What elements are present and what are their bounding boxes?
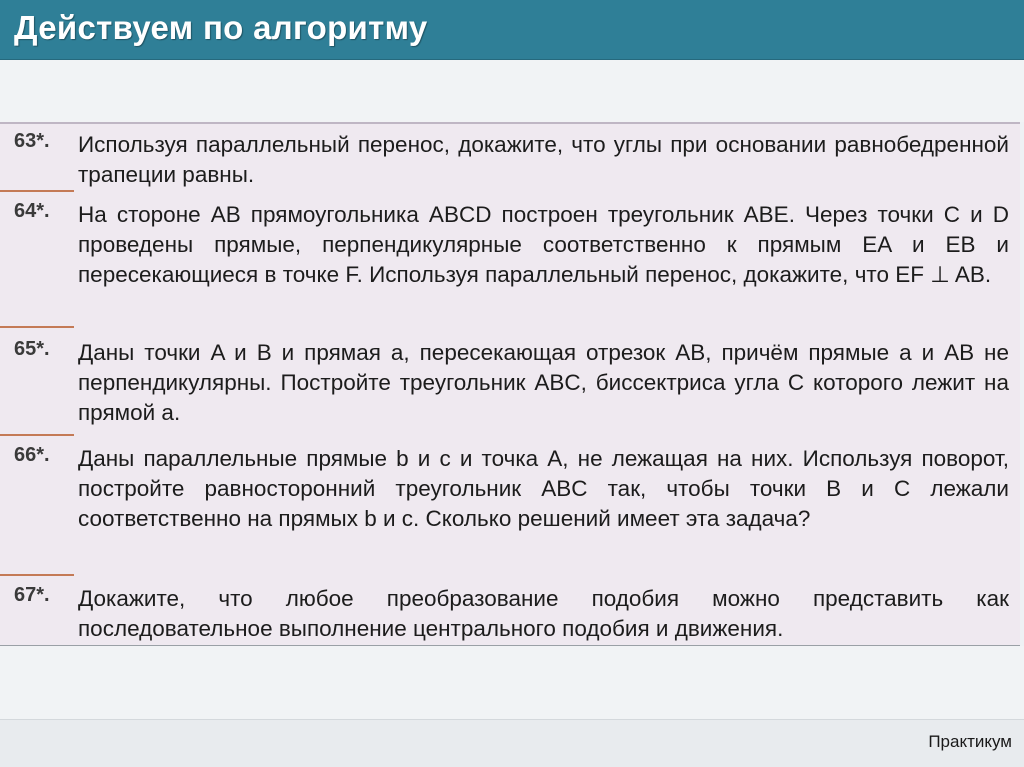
problem-number: 67*. [14,584,50,606]
problem-text: Даны точки A и B и прямая a, пересекающая отрезок AB, причём прямые a и AB не перпендикулярны. Постройте треугольник ABC, биссектриса угла C которого лежит на прямой a. [78,340,1009,425]
problem-67 [14,584,1009,644]
slide-title: Действуем по алгоритму [14,9,428,46]
title-bar [0,0,1024,60]
problem-text: Используя параллельный перенос, докажите, что углы при основании равнобедренной трапеции равны. [78,132,1009,187]
problem-66 [14,444,1009,534]
textbook-page [0,122,1020,646]
footer-label: Практикум [928,732,1012,751]
footer-bar [0,719,1024,767]
problem-text: На стороне AB прямоугольника ABCD построен треугольник ABE. Через точки C и D проведены прямые, перпендикулярные соответственно к прямым EA и EB и пересекающиеся в точке F. Используя параллельный перенос, докажите, что EF ⊥ AB. [78,202,1009,287]
problem-63 [14,130,1009,190]
problem-65 [14,338,1009,428]
divider [0,190,74,192]
problem-number: 66*. [14,444,50,466]
problem-number: 64*. [14,200,50,222]
bottom-spacer [0,646,1024,719]
problem-text: Докажите, что любое преобразование подобия можно представить как последовательное выполнение центрального подобия и движения. [78,586,1009,641]
divider [0,326,74,328]
problem-number: 65*. [14,338,50,360]
top-spacer [0,60,1024,122]
divider [0,574,74,576]
problem-number: 63*. [14,130,50,152]
problem-64 [14,200,1009,290]
divider [0,434,74,436]
problem-text: Даны параллельные прямые b и c и точка A, не лежащая на них. Используя поворот, постройте равносторонний треугольник ABC так, чтобы точки B и C лежали соответственно на прямых b и c. Сколько решений имеет эта задача? [78,446,1009,531]
